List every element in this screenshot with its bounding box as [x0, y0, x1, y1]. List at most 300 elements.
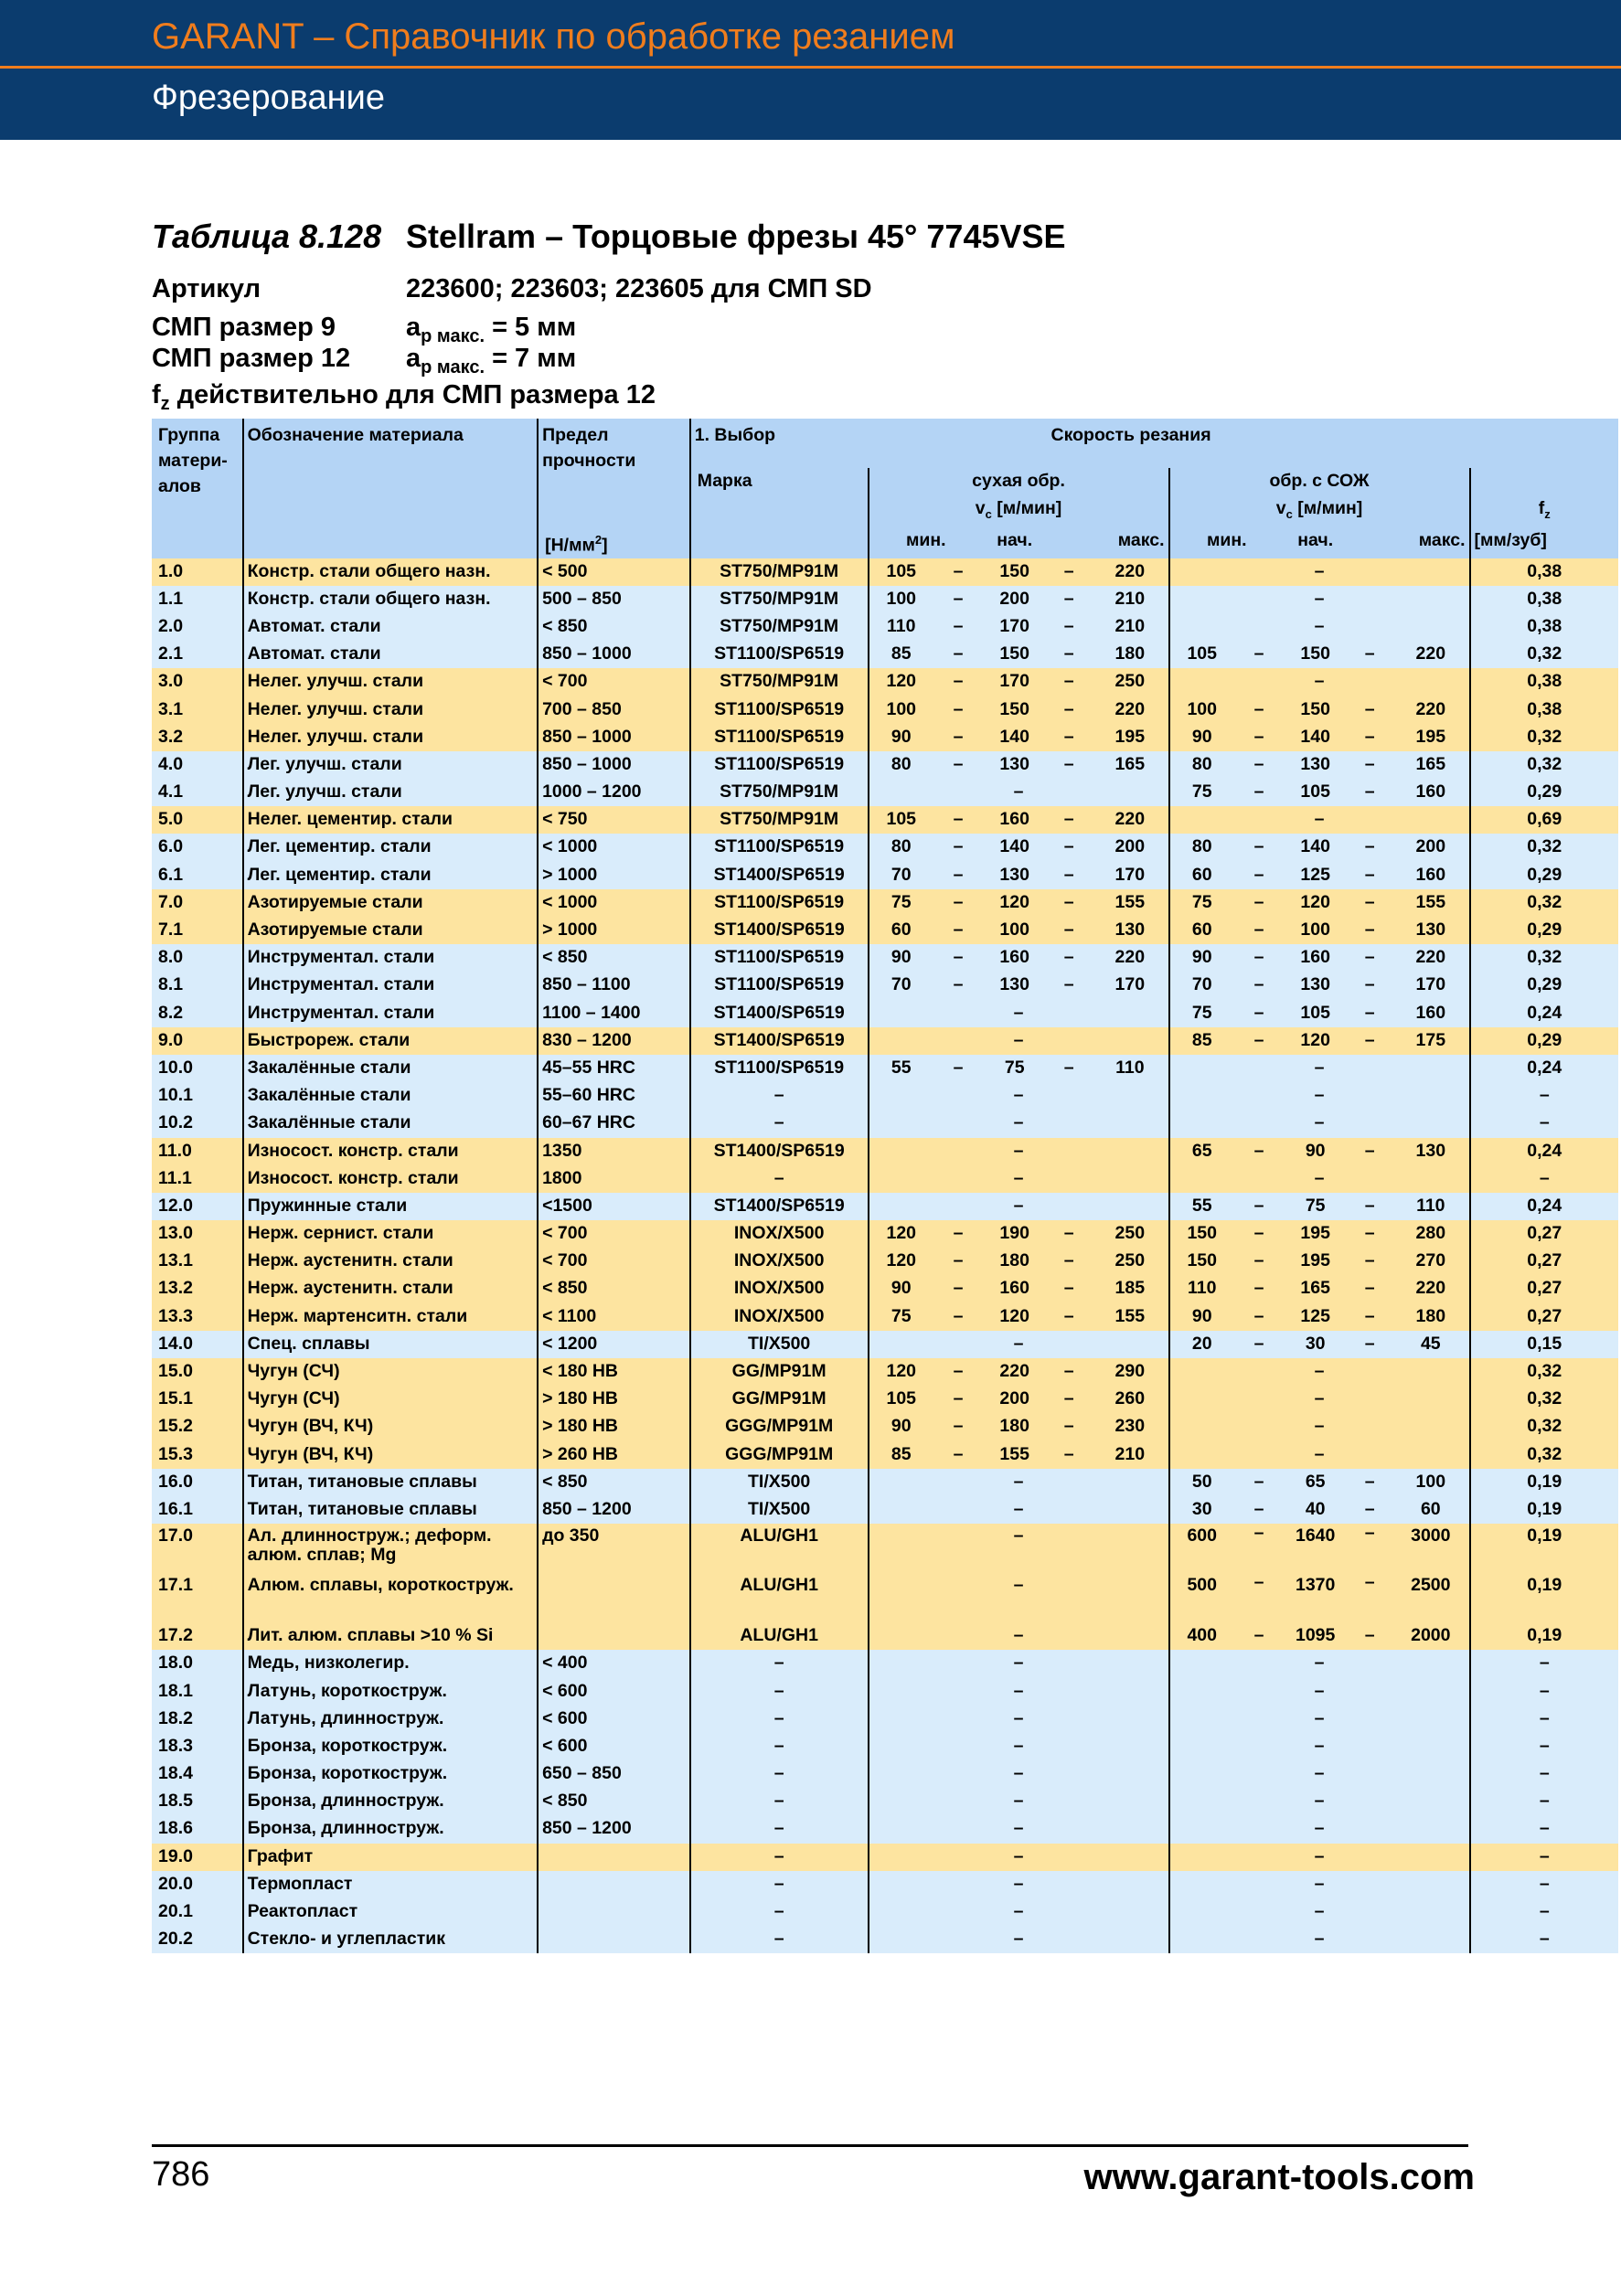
wet-empty: –	[1169, 1055, 1470, 1082]
dash: –	[933, 806, 983, 834]
dry-start: 200	[983, 586, 1046, 613]
wet-min: 85	[1169, 1027, 1234, 1055]
cell-grade: GGG/MP91M	[690, 1441, 869, 1469]
table-row	[152, 917, 1618, 944]
dash: –	[1046, 751, 1092, 779]
cell-grade: GG/MP91M	[690, 1386, 869, 1413]
dash: –	[1234, 1000, 1284, 1027]
dry-empty: –	[869, 1027, 1169, 1055]
cell-group: 18.0	[152, 1650, 243, 1677]
table-row	[152, 1706, 1618, 1733]
cell-fz: –	[1470, 1706, 1619, 1733]
table-title	[152, 218, 1066, 256]
dry-max: 220	[1092, 944, 1168, 972]
cell-strength: 1350	[538, 1138, 690, 1165]
dash: –	[1234, 972, 1284, 999]
cell-fz: 0,27	[1470, 1220, 1619, 1248]
dash: –	[1234, 724, 1284, 751]
cell-grade: ST1400/SP6519	[690, 862, 869, 889]
wet-empty: –	[1169, 1898, 1470, 1926]
cell-strength: <1500	[538, 1193, 690, 1220]
cell-material: Инструментал. стали	[243, 944, 539, 972]
cell-grade: –	[690, 1165, 869, 1193]
cell-group: 18.5	[152, 1788, 243, 1815]
dash: –	[1234, 1469, 1284, 1496]
dry-min: 60	[869, 917, 933, 944]
cell-strength: 650 – 850	[538, 1760, 690, 1788]
dry-max: 185	[1092, 1275, 1168, 1302]
grade-spacer-2	[690, 527, 869, 558]
cell-grade: TI/X500	[690, 1331, 869, 1358]
cell-grade: ST1100/SP6519	[690, 1055, 869, 1082]
dry-max: 170	[1092, 862, 1168, 889]
table-row	[152, 1496, 1618, 1524]
cell-strength: < 1100	[538, 1303, 690, 1331]
col-grade-header: Марка	[690, 468, 869, 495]
cell-strength: 60–67 HRC	[538, 1110, 690, 1137]
dry-empty: –	[869, 1622, 1169, 1650]
cell-material: Лег. цементир. стали	[243, 834, 539, 861]
dry-empty: –	[869, 1524, 1169, 1573]
cell-fz: 0,38	[1470, 558, 1619, 586]
dry-max: 250	[1092, 1248, 1168, 1275]
dash: –	[1046, 889, 1092, 917]
cell-material: Лег. улучш. стали	[243, 779, 539, 806]
dry-min: 120	[869, 668, 933, 696]
dry-empty: –	[869, 1573, 1169, 1622]
cell-grade: ST750/MP91M	[690, 586, 869, 613]
table-row	[152, 1441, 1618, 1469]
dry-empty: –	[869, 1898, 1169, 1926]
cell-group: 1.0	[152, 558, 243, 586]
dash: –	[1347, 779, 1392, 806]
table-row	[152, 1110, 1618, 1137]
dash: –	[1046, 641, 1092, 668]
wet-empty: –	[1169, 1760, 1470, 1788]
wet-start: 165	[1284, 1275, 1347, 1302]
table-row	[152, 724, 1618, 751]
cell-material: Инструментал. стали	[243, 972, 539, 999]
dash: –	[1347, 972, 1392, 999]
dry-start: 190	[983, 1220, 1046, 1248]
cell-strength: 1800	[538, 1165, 690, 1193]
table-row	[152, 1926, 1618, 1953]
cell-material: Закалённые стали	[243, 1110, 539, 1137]
dry-start: 180	[983, 1248, 1046, 1275]
cell-group: 14.0	[152, 1331, 243, 1358]
cell-material: Износост. констр. стали	[243, 1165, 539, 1193]
cell-material: Азотируемые стали	[243, 917, 539, 944]
cell-grade: TI/X500	[690, 1469, 869, 1496]
cell-fz: 0,19	[1470, 1622, 1619, 1650]
wet-max: 110	[1392, 1193, 1469, 1220]
dry-min: 120	[869, 1248, 933, 1275]
dash: –	[1234, 1275, 1284, 1302]
cell-group: 18.1	[152, 1678, 243, 1706]
dash: –	[1234, 751, 1284, 779]
wet-min: 90	[1169, 1303, 1234, 1331]
cell-strength: > 260 HB	[538, 1441, 690, 1469]
dry-max: 195	[1092, 724, 1168, 751]
cell-grade: ST1100/SP6519	[690, 696, 869, 724]
col-dry-header: сухая обр.	[869, 468, 1169, 495]
dry-start: 200	[983, 1386, 1046, 1413]
cell-strength: < 1000	[538, 889, 690, 917]
dry-start: 100	[983, 917, 1046, 944]
dash: –	[1046, 1386, 1092, 1413]
cell-fz: –	[1470, 1733, 1619, 1760]
cell-fz: 0,69	[1470, 806, 1619, 834]
wet-min: 60	[1169, 862, 1234, 889]
dash: –	[1347, 944, 1392, 972]
cell-group: 18.4	[152, 1760, 243, 1788]
cell-fz: 0,38	[1470, 586, 1619, 613]
table-row	[152, 1331, 1618, 1358]
cell-material: Чугун (ВЧ, КЧ)	[243, 1413, 539, 1440]
dry-min: 80	[869, 751, 933, 779]
cell-group: 18.2	[152, 1706, 243, 1733]
table-row	[152, 1082, 1618, 1110]
cell-material: Нелег. улучш. стали	[243, 668, 539, 696]
dry-max: 180	[1092, 641, 1168, 668]
cell-grade: ST750/MP91M	[690, 558, 869, 586]
dash: –	[933, 1441, 983, 1469]
dash: –	[933, 1358, 983, 1386]
cell-strength: < 850	[538, 1788, 690, 1815]
footer-divider	[152, 2144, 1468, 2147]
table-row	[152, 1573, 1618, 1622]
dry-max: 155	[1092, 1303, 1168, 1331]
wet-empty: –	[1169, 1358, 1470, 1386]
size12-label: СМП размер 12	[152, 344, 351, 373]
dash: –	[1347, 917, 1392, 944]
dry-start: 130	[983, 751, 1046, 779]
wet-start: 125	[1284, 1303, 1347, 1331]
table-row	[152, 1220, 1618, 1248]
wet-start: 140	[1284, 834, 1347, 861]
cell-strength: < 700	[538, 1220, 690, 1248]
cell-grade: –	[690, 1082, 869, 1110]
cell-grade: ST1100/SP6519	[690, 889, 869, 917]
wet-min: 80	[1169, 751, 1234, 779]
cell-group: 20.2	[152, 1926, 243, 1953]
dry-empty: –	[869, 1788, 1169, 1815]
dash: –	[1234, 1331, 1284, 1358]
cell-strength: < 180 HB	[538, 1358, 690, 1386]
cell-fz: 0,29	[1470, 1027, 1619, 1055]
dash: –	[1234, 1496, 1284, 1524]
cell-material: Нерж. аустенитн. стали	[243, 1248, 539, 1275]
table-row	[152, 1000, 1618, 1027]
dash: –	[1347, 1248, 1392, 1275]
dry-min: 90	[869, 724, 933, 751]
cell-grade: –	[690, 1706, 869, 1733]
wet-start: 150	[1284, 696, 1347, 724]
cell-fz: –	[1470, 1871, 1619, 1898]
dash: –	[1347, 1496, 1392, 1524]
dash: –	[1347, 862, 1392, 889]
dry-start-header: нач.	[983, 527, 1046, 558]
wet-max: 45	[1392, 1331, 1469, 1358]
table-row	[152, 613, 1618, 641]
dash: –	[933, 1386, 983, 1413]
table-row	[152, 1386, 1618, 1413]
dash: –	[1046, 558, 1092, 586]
wet-empty: –	[1169, 1871, 1470, 1898]
wet-start: 120	[1284, 1027, 1347, 1055]
dry-start: 155	[983, 1441, 1046, 1469]
table-row	[152, 1622, 1618, 1650]
wet-max: 155	[1392, 889, 1469, 917]
wet-max: 165	[1392, 751, 1469, 779]
dash: –	[1347, 751, 1392, 779]
cell-grade: –	[690, 1760, 869, 1788]
cell-fz: 0,32	[1470, 944, 1619, 972]
dash: –	[933, 944, 983, 972]
cell-grade: ST1100/SP6519	[690, 641, 869, 668]
size9-label: СМП размер 9	[152, 313, 336, 342]
wet-empty: –	[1169, 1706, 1470, 1733]
wet-min: 90	[1169, 724, 1234, 751]
wet-max-header: макс.	[1347, 527, 1469, 558]
cell-group: 2.1	[152, 641, 243, 668]
col-choice-header: 1. Выбор	[690, 419, 869, 468]
cell-strength: < 700	[538, 1248, 690, 1275]
dash: –	[1234, 1027, 1284, 1055]
cell-material: Автомат. стали	[243, 641, 539, 668]
wet-max: 130	[1392, 1138, 1469, 1165]
fz-unit-header: [мм/зуб]	[1470, 527, 1619, 558]
cell-strength: 1100 – 1400	[538, 1000, 690, 1027]
cell-strength: > 180 HB	[538, 1386, 690, 1413]
table-row	[152, 1733, 1618, 1760]
wet-start: 100	[1284, 917, 1347, 944]
dash: –	[933, 1413, 983, 1440]
dash: –	[1347, 1331, 1392, 1358]
wet-max: 160	[1392, 862, 1469, 889]
cell-strength: < 850	[538, 1275, 690, 1302]
dash: –	[1234, 834, 1284, 861]
cell-strength: 850 – 1100	[538, 972, 690, 999]
cell-fz: 0,15	[1470, 1331, 1619, 1358]
dash: –	[1234, 1524, 1284, 1573]
dry-start: 160	[983, 1275, 1046, 1302]
wet-max: 220	[1392, 641, 1469, 668]
table-row	[152, 972, 1618, 999]
wet-max: 2000	[1392, 1622, 1469, 1650]
cell-material: Закалённые стали	[243, 1055, 539, 1082]
cell-material: Констр. стали общего назн.	[243, 586, 539, 613]
wet-empty: –	[1169, 1926, 1470, 1953]
cell-fz: 0,32	[1470, 834, 1619, 861]
table-row	[152, 1760, 1618, 1788]
wet-start: 150	[1284, 641, 1347, 668]
dash: –	[1046, 806, 1092, 834]
cell-grade: TI/X500	[690, 1496, 869, 1524]
dash: –	[1347, 1275, 1392, 1302]
wet-max: 200	[1392, 834, 1469, 861]
wet-start: 75	[1284, 1193, 1347, 1220]
cell-group: 5.0	[152, 806, 243, 834]
dry-min: 120	[869, 1220, 933, 1248]
cell-fz: 0,24	[1470, 1138, 1619, 1165]
cell-group: 15.1	[152, 1386, 243, 1413]
wet-max: 130	[1392, 917, 1469, 944]
cell-fz: 0,24	[1470, 1193, 1619, 1220]
wet-min: 600	[1169, 1524, 1234, 1573]
dash: –	[1347, 889, 1392, 917]
wet-min: 60	[1169, 917, 1234, 944]
cell-material: Лег. цементир. стали	[243, 862, 539, 889]
dry-empty: –	[869, 1926, 1169, 1953]
dash: –	[933, 586, 983, 613]
wet-start: 105	[1284, 1000, 1347, 1027]
cell-grade: ST750/MP91M	[690, 779, 869, 806]
dash: –	[933, 1248, 983, 1275]
dry-max: 210	[1092, 1441, 1168, 1469]
cell-grade: –	[690, 1110, 869, 1137]
table-row	[152, 1469, 1618, 1496]
dry-empty: –	[869, 1193, 1169, 1220]
cell-fz: 0,29	[1470, 972, 1619, 999]
dash: –	[1347, 1524, 1392, 1573]
cell-strength: < 750	[538, 806, 690, 834]
dry-start: 130	[983, 862, 1046, 889]
dry-empty: –	[869, 1733, 1169, 1760]
cell-grade: ALU/GH1	[690, 1524, 869, 1573]
dry-empty: –	[869, 1871, 1169, 1898]
cell-group: 1.1	[152, 586, 243, 613]
cell-grade: INOX/X500	[690, 1303, 869, 1331]
cell-grade: ALU/GH1	[690, 1573, 869, 1622]
dry-empty: –	[869, 1082, 1169, 1110]
cell-fz: 0,29	[1470, 917, 1619, 944]
wet-min: 90	[1169, 944, 1234, 972]
cell-material: Констр. стали общего назн.	[243, 558, 539, 586]
cell-strength: 850 – 1000	[538, 751, 690, 779]
cell-grade: ST750/MP91M	[690, 668, 869, 696]
col-strength-header: Предел прочности	[538, 419, 690, 527]
wet-empty: –	[1169, 1650, 1470, 1677]
col-group-header: Группа матери-алов	[152, 419, 243, 558]
table-row	[152, 779, 1618, 806]
cell-group: 19.0	[152, 1844, 243, 1871]
dry-min: 105	[869, 558, 933, 586]
cell-strength	[538, 1926, 690, 1953]
cell-grade: –	[690, 1898, 869, 1926]
dash: –	[1347, 1000, 1392, 1027]
dash: –	[933, 1055, 983, 1082]
table-row	[152, 558, 1618, 586]
cell-fz: 0,32	[1470, 1441, 1619, 1469]
dry-empty: –	[869, 1844, 1169, 1871]
cell-material: Латунь, длинноструж.	[243, 1706, 539, 1733]
wet-start: 40	[1284, 1496, 1347, 1524]
cell-strength: 500 – 850	[538, 586, 690, 613]
wet-vc-header: $v_c$ [м/мин]	[1169, 495, 1470, 527]
dash: –	[1347, 1220, 1392, 1248]
wet-empty: –	[1169, 1678, 1470, 1706]
cell-group: 12.0	[152, 1193, 243, 1220]
cell-material: Термопласт	[243, 1871, 539, 1898]
wet-empty: –	[1169, 1844, 1470, 1871]
wet-empty: –	[1169, 613, 1470, 641]
size9-value: = 5 мм	[492, 313, 577, 342]
ap-symbol: $a_{p макс.}$	[406, 313, 485, 346]
cell-group: 18.6	[152, 1815, 243, 1843]
header-row-1	[152, 419, 1618, 468]
dash: –	[1046, 1275, 1092, 1302]
wet-start: 105	[1284, 779, 1347, 806]
cell-fz: 0,38	[1470, 613, 1619, 641]
dry-vc-header: $v_c$ [м/мин]	[869, 495, 1169, 527]
cell-group: 7.1	[152, 917, 243, 944]
cell-material: Нерж. мартенситн. стали	[243, 1303, 539, 1331]
dash: –	[1046, 834, 1092, 861]
dry-empty: –	[869, 1331, 1169, 1358]
dash: –	[1347, 1573, 1392, 1622]
dash: –	[1234, 862, 1284, 889]
book-title: GARANT – Справочник по обработке резанием	[152, 16, 955, 57]
cell-group: 18.3	[152, 1733, 243, 1760]
dash: –	[933, 1220, 983, 1248]
cell-group: 13.3	[152, 1303, 243, 1331]
cell-fz: –	[1470, 1760, 1619, 1788]
cell-grade: –	[690, 1733, 869, 1760]
wet-empty: –	[1169, 1788, 1470, 1815]
dash: –	[933, 917, 983, 944]
dash: –	[1046, 696, 1092, 724]
wet-max: 220	[1392, 1275, 1469, 1302]
cell-grade: ST1100/SP6519	[690, 944, 869, 972]
dash: –	[1347, 641, 1392, 668]
page-number: 786	[152, 2155, 210, 2194]
dash: –	[1234, 1220, 1284, 1248]
cutting-data-table	[152, 419, 1618, 1953]
table-row	[152, 834, 1618, 861]
table-row	[152, 944, 1618, 972]
cell-group: 8.0	[152, 944, 243, 972]
cell-group: 11.1	[152, 1165, 243, 1193]
dry-min: 75	[869, 889, 933, 917]
dash: –	[1046, 1441, 1092, 1469]
cell-material: Титан, титановые сплавы	[243, 1496, 539, 1524]
dry-max: 220	[1092, 558, 1168, 586]
wet-max: 160	[1392, 1000, 1469, 1027]
wet-max: 175	[1392, 1027, 1469, 1055]
cell-group: 15.0	[152, 1358, 243, 1386]
cell-grade: INOX/X500	[690, 1220, 869, 1248]
cell-group: 15.2	[152, 1413, 243, 1440]
cell-strength: до 350	[538, 1524, 690, 1573]
table-body	[152, 419, 1618, 1953]
cell-group: 20.0	[152, 1871, 243, 1898]
cell-grade: GGG/MP91M	[690, 1413, 869, 1440]
wet-start: 195	[1284, 1220, 1347, 1248]
cell-group: 4.0	[152, 751, 243, 779]
cell-material: Графит	[243, 1844, 539, 1871]
cell-material: Бронза, короткоструж.	[243, 1733, 539, 1760]
table-row	[152, 862, 1618, 889]
wet-empty: –	[1169, 806, 1470, 834]
cell-material: Нелег. улучш. стали	[243, 724, 539, 751]
dry-max: 155	[1092, 889, 1168, 917]
cell-group: 15.3	[152, 1441, 243, 1469]
website-link[interactable]: www.garant-tools.com	[1083, 2157, 1475, 2197]
cell-fz: –	[1470, 1844, 1619, 1871]
dash: –	[933, 613, 983, 641]
cell-grade: ST1100/SP6519	[690, 751, 869, 779]
